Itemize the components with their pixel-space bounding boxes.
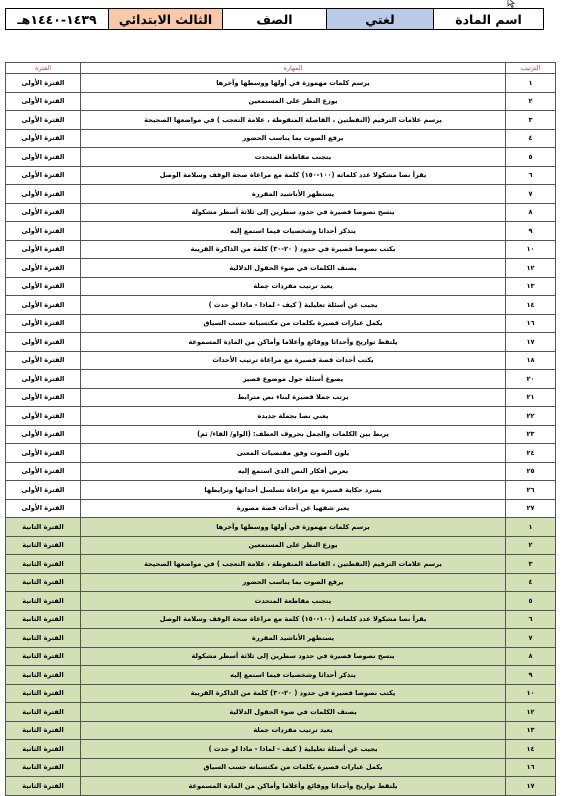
table-row (6, 370, 556, 389)
row-order-cell: ٢٣ (506, 425, 556, 444)
table-row (6, 499, 556, 518)
row-order-cell: ٢٧ (506, 499, 556, 518)
row-skill-cell: يعيد ترتيب مفردات جملة (81, 277, 506, 296)
row-skill-cell: يعبر شفهيا عن أحداث قصة مصورة (81, 499, 506, 518)
row-order-cell: ٥ (506, 148, 556, 167)
column-header-skill: المهارة (81, 63, 506, 74)
row-period-cell: الفترة الثانية (6, 777, 81, 796)
table-row (6, 777, 556, 796)
row-period-cell: الفترة الثانية (6, 758, 81, 777)
class-value: الثالث الابتدائي (108, 9, 222, 29)
row-period-cell: الفترة الأولى (6, 259, 81, 278)
table-row (6, 314, 556, 333)
subject-label: اسم المادة (433, 9, 543, 29)
row-period-cell: الفترة الثانية (6, 721, 81, 740)
table-row (6, 185, 556, 204)
row-order-cell: ٩ (506, 222, 556, 241)
table-row (6, 740, 556, 759)
row-period-cell: الفترة الثانية (6, 647, 81, 666)
table-row (6, 92, 556, 111)
table-row (6, 573, 556, 592)
row-skill-cell: يسرد حكاية قصيرة مع مراعاة تسلسل أحداثها وترابطها (81, 481, 506, 500)
row-order-cell: ٢ (506, 92, 556, 111)
row-period-cell: الفترة الثانية (6, 629, 81, 648)
row-order-cell: ٥ (506, 592, 556, 611)
row-order-cell: ١٢ (506, 259, 556, 278)
row-period-cell: الفترة الأولى (6, 222, 81, 241)
row-order-cell: ١٦ (506, 314, 556, 333)
row-order-cell: ٤ (506, 129, 556, 148)
row-period-cell: الفترة الأولى (6, 333, 81, 352)
column-header-order: الترتيب (506, 63, 556, 74)
row-period-cell: الفترة الثانية (6, 555, 81, 574)
row-period-cell: الفترة الأولى (6, 74, 81, 93)
row-skill-cell: يرسم علامات الترقيم (النقطتين ، الفاصلة المنقوطة ، علامة التعجب ) في مواضعها الصحيحة (81, 111, 506, 130)
table-row (6, 425, 556, 444)
row-skill-cell: يوزع النظر على المستمعين (81, 92, 506, 111)
row-order-cell: ١٠ (506, 684, 556, 703)
class-label: الصف (222, 9, 326, 29)
header-info-bar (5, 8, 544, 30)
row-period-cell: الفترة الأولى (6, 277, 81, 296)
table-row (6, 259, 556, 278)
row-skill-cell: ينسخ نصوصا قصيرة في حدود سطرين إلى ثلاثة أسطر مشكولة (81, 203, 506, 222)
row-skill-cell: يصنف الكلمات في ضوء الحقول الدلالية (81, 259, 506, 278)
row-period-cell: الفترة الأولى (6, 185, 81, 204)
row-period-cell: الفترة الأولى (6, 425, 81, 444)
row-order-cell: ١٨ (506, 351, 556, 370)
table-row (6, 277, 556, 296)
row-order-cell: ٢٤ (506, 444, 556, 463)
row-order-cell: ٦ (506, 610, 556, 629)
table-row (6, 203, 556, 222)
row-skill-cell: يتجنب مقاطعة المتحدث (81, 148, 506, 167)
row-order-cell: ٣ (506, 555, 556, 574)
row-skill-cell: يلتقط تواريخ وأحداثا ووقائع وأعلاما وأماكن من المادة المسموعة (81, 333, 506, 352)
table-row (6, 462, 556, 481)
table-row (6, 222, 556, 241)
row-period-cell: الفترة الثانية (6, 684, 81, 703)
row-skill-cell: يصوغ أسئلة حول موضوع قصير (81, 370, 506, 389)
row-order-cell: ١٣ (506, 721, 556, 740)
row-skill-cell: يرفع الصوت بما يناسب الحضور (81, 129, 506, 148)
table-header-row (6, 63, 556, 74)
row-order-cell: ٢٥ (506, 462, 556, 481)
row-period-cell: الفترة الثانية (6, 518, 81, 537)
row-order-cell: ٤ (506, 573, 556, 592)
row-period-cell: الفترة الأولى (6, 481, 81, 500)
row-skill-cell: يغني نصا بجملة جديدة (81, 407, 506, 426)
row-order-cell: ٣ (506, 111, 556, 130)
row-period-cell: الفترة الأولى (6, 462, 81, 481)
row-skill-cell: يصنف الكلمات في ضوء الحقول الدلالية (81, 703, 506, 722)
row-skill-cell: يعيد ترتيب مفردات جملة (81, 721, 506, 740)
table-row (6, 333, 556, 352)
row-order-cell: ١٠ (506, 240, 556, 259)
row-order-cell: ٢٢ (506, 407, 556, 426)
table-row (6, 592, 556, 611)
row-skill-cell: يكتب أحداث قصة قصيرة مع مراعاة ترتيب الأحداث (81, 351, 506, 370)
skills-table (5, 62, 556, 796)
table-row (6, 129, 556, 148)
row-skill-cell: يلتقط تواريخ وأحداثا ووقائع وأعلاما وأماكن من المادة المسموعة (81, 777, 506, 796)
column-header-period: الفترة (6, 63, 81, 74)
row-order-cell: ١ (506, 74, 556, 93)
row-skill-cell: يجيب عن أسئلة تعليلية ( كيف - لماذا - ماذا لو حدث ) (81, 296, 506, 315)
row-period-cell: الفترة الثانية (6, 703, 81, 722)
row-period-cell: الفترة الثانية (6, 610, 81, 629)
row-skill-cell: يتذكر أحداثا وشخصيات فيما استمع إليه (81, 666, 506, 685)
row-skill-cell: يقرأ نصا مشكولا عدد كلماته (١٠٠-١٥٠) كلمة مع مراعاة صحة الوقف وسلامة الوصل (81, 166, 506, 185)
row-skill-cell: يكتب نصوصا قصيرة في حدود ( ٢٠-٣٠) كلمة من الذاكرة القريبة (81, 684, 506, 703)
table-row (6, 444, 556, 463)
table-row (6, 518, 556, 537)
table-row (6, 703, 556, 722)
table-row (6, 536, 556, 555)
table-row (6, 721, 556, 740)
row-order-cell: ٢٦ (506, 481, 556, 500)
row-skill-cell: يتذكر أحداثا وشخصيات فيما استمع إليه (81, 222, 506, 241)
table-row (6, 629, 556, 648)
row-period-cell: الفترة الأولى (6, 499, 81, 518)
row-order-cell: ١٤ (506, 740, 556, 759)
table-row (6, 296, 556, 315)
table-row (6, 388, 556, 407)
table-row (6, 610, 556, 629)
row-period-cell: الفترة الأولى (6, 92, 81, 111)
row-skill-cell: يجيب عن أسئلة تعليلية ( كيف - لماذا - ماذا لو حدث ) (81, 740, 506, 759)
row-skill-cell: يرسم كلمات مهموزة في أولها ووسطها وآخرها (81, 518, 506, 537)
row-order-cell: ٦ (506, 166, 556, 185)
row-order-cell: ١٧ (506, 777, 556, 796)
row-period-cell: الفترة الأولى (6, 166, 81, 185)
row-order-cell: ١٤ (506, 296, 556, 315)
row-skill-cell: يرفع الصوت بما يناسب الحضور (81, 573, 506, 592)
row-order-cell: ١ (506, 518, 556, 537)
row-order-cell: ٢١ (506, 388, 556, 407)
table-row (6, 351, 556, 370)
table-row (6, 481, 556, 500)
table-row (6, 148, 556, 167)
row-period-cell: الفترة الأولى (6, 351, 81, 370)
table-row (6, 647, 556, 666)
row-period-cell: الفترة الثانية (6, 536, 81, 555)
row-skill-cell: يستظهر الأناشيد المقررة (81, 629, 506, 648)
row-skill-cell: يقرأ نصا مشكولا عدد كلماته (١٠٠-١٥٠) كلمة مع مراعاة صحة الوقف وسلامة الوصل (81, 610, 506, 629)
row-skill-cell: يرسم كلمات مهموزة في أولها ووسطها وآخرها (81, 74, 506, 93)
table-row (6, 758, 556, 777)
row-order-cell: ١٣ (506, 277, 556, 296)
row-period-cell: الفترة الأولى (6, 240, 81, 259)
row-order-cell: ٨ (506, 647, 556, 666)
row-order-cell: ٢٠ (506, 370, 556, 389)
row-order-cell: ١٧ (506, 333, 556, 352)
row-order-cell: ١٢ (506, 703, 556, 722)
row-period-cell: الفترة الثانية (6, 592, 81, 611)
table-row (6, 111, 556, 130)
row-order-cell: ٧ (506, 185, 556, 204)
table-row (6, 555, 556, 574)
row-period-cell: الفترة الأولى (6, 370, 81, 389)
row-skill-cell: يوزع النظر على المستمعين (81, 536, 506, 555)
row-period-cell: الفترة الثانية (6, 573, 81, 592)
row-period-cell: الفترة الأولى (6, 148, 81, 167)
academic-year: ١٤٣٩-١٤٤٠هـ (6, 9, 108, 29)
row-order-cell: ٩ (506, 666, 556, 685)
table-row (6, 666, 556, 685)
row-skill-cell: يلون الصوت وفق مقتضيات المعنى (81, 444, 506, 463)
row-period-cell: الفترة الأولى (6, 444, 81, 463)
row-skill-cell: يستظهر الأناشيد المقررة (81, 185, 506, 204)
row-order-cell: ٧ (506, 629, 556, 648)
row-skill-cell: يتجنب مقاطعة المتحدث (81, 592, 506, 611)
row-order-cell: ٢ (506, 536, 556, 555)
row-skill-cell: ينسخ نصوصا قصيرة في حدود سطرين إلى ثلاثة أسطر مشكولة (81, 647, 506, 666)
mouse-cursor-icon (507, 0, 517, 8)
row-period-cell: الفترة الأولى (6, 388, 81, 407)
row-skill-cell: يكتب نصوصا قصيرة في حدود ( ٢٠-٣٠) كلمة من الذاكرة القريبة (81, 240, 506, 259)
table-row (6, 74, 556, 93)
row-period-cell: الفترة الأولى (6, 296, 81, 315)
row-skill-cell: يربط بين الكلمات والجمل بحروف العطف: (الواو/ الفاء/ ثم) (81, 425, 506, 444)
row-skill-cell: يكمل عبارات قصيرة بكلمات من مكتسباته حسب السياق (81, 758, 506, 777)
row-period-cell: الفترة الأولى (6, 203, 81, 222)
row-skill-cell: يعرض أفكار النص الذي استمع إليه (81, 462, 506, 481)
row-period-cell: الفترة الثانية (6, 666, 81, 685)
row-period-cell: الفترة الأولى (6, 314, 81, 333)
table-row (6, 684, 556, 703)
row-skill-cell: يرتب جملا قصيرة لبناء نص مترابط (81, 388, 506, 407)
row-skill-cell: يرسم علامات الترقيم (النقطتين ، الفاصلة المنقوطة ، علامة التعجب ) في مواضعها الصحيحة (81, 555, 506, 574)
table-row (6, 166, 556, 185)
row-period-cell: الفترة الأولى (6, 111, 81, 130)
table-row (6, 240, 556, 259)
subject-value: لغتي (326, 9, 433, 29)
row-order-cell: ٨ (506, 203, 556, 222)
row-period-cell: الفترة الأولى (6, 407, 81, 426)
table-row (6, 407, 556, 426)
row-order-cell: ١٦ (506, 758, 556, 777)
row-skill-cell: يكمل عبارات قصيرة بكلمات من مكتسباته حسب السياق (81, 314, 506, 333)
row-period-cell: الفترة الأولى (6, 129, 81, 148)
row-period-cell: الفترة الثانية (6, 740, 81, 759)
